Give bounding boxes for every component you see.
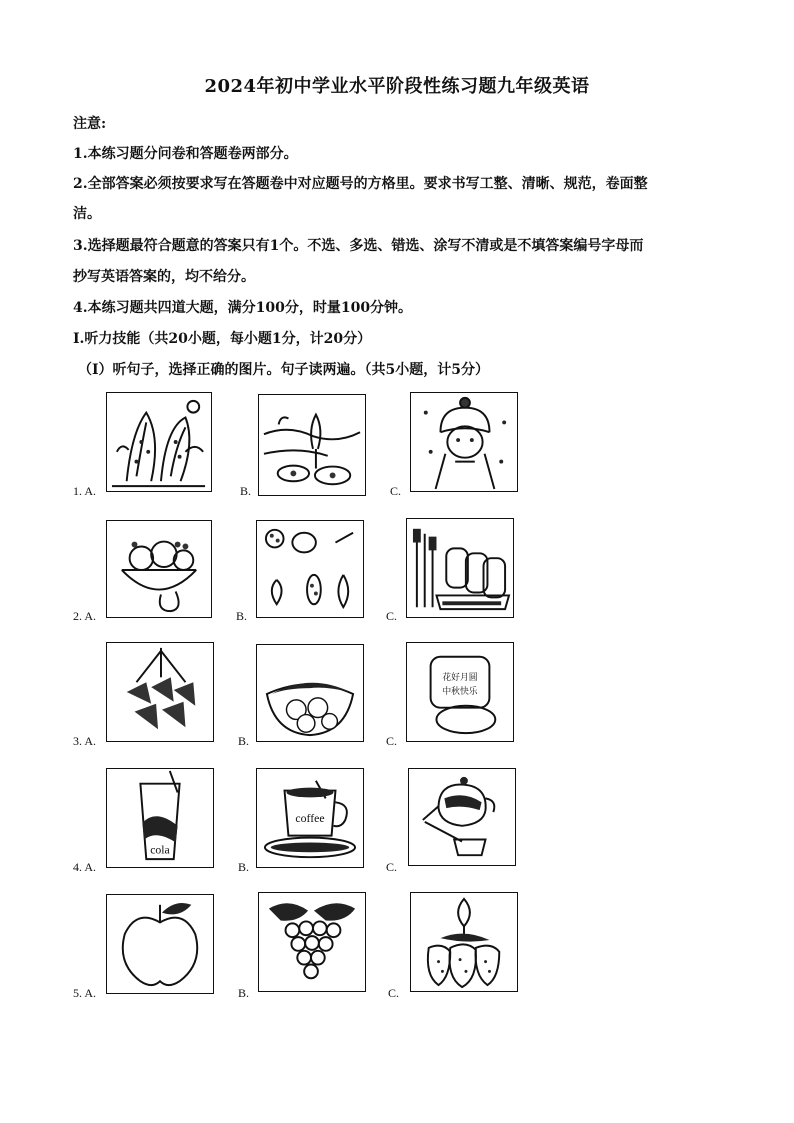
vegetables-picture [256,520,364,618]
cola-cup-picture [106,768,214,868]
q3-label-c: C. [386,734,398,748]
cola-text: cola [150,843,170,857]
zongzi-picture [106,642,214,742]
q2-label-a: 2. A. [73,609,97,623]
page-title: 2024年初中学业水平阶段性练习题九年级英语 [204,76,590,97]
q4-label-c: C. [386,860,398,874]
coffee-cup-picture [256,768,364,868]
q2-label-b: B. [236,609,248,623]
q2-label-c: C. [386,609,398,623]
section-heading: Ⅰ.听力技能（共20小题，每小题1分，计20分） [73,331,372,347]
plants-picture [106,392,212,492]
notice-item-3-cont: 抄写英语答案的，均不给分。 [73,269,255,285]
bread-wheat-picture [406,518,514,618]
grapes-picture [258,892,366,992]
dumplings-bowl-picture [256,644,364,742]
q1-label-a: 1. A. [73,484,97,498]
mooncake-text-2: 中秋快乐 [442,686,478,697]
mooncake-text-1: 花好月圆 [442,673,478,684]
notice-item-1: 1.本练习题分问卷和答题卷两部分。 [73,146,298,162]
apple-picture [106,894,214,994]
q5-label-b: B. [238,986,250,1000]
strawberries-picture [410,892,518,992]
q1-label-b: B. [240,484,252,498]
q4-label-a: 4. A. [73,860,97,874]
teapot-picture [408,768,516,866]
notice-item-4: 4.本练习题共四道大题，满分100分，时量100分钟。 [73,300,413,316]
q5-label-a: 5. A. [73,986,97,1000]
notice-item-2-cont: 洁。 [73,206,101,222]
fruit-basket-picture [106,520,212,618]
q5-label-c: C. [388,986,400,1000]
q3-label-b: B. [238,734,250,748]
notice-item-2: 2.全部答案必须按要求写在答题卷中对应题号的方格里。要求书写工整、清晰、规范，卷面整 [73,176,648,192]
coffee-text: coffee [295,811,325,825]
mooncake-picture [406,642,514,742]
notice-item-3: 3.选择题最符合题意的答案只有1个。不选、多选、错选、涂写不清或是不填答案编号字母而 [73,238,644,254]
lotus-pond-picture [258,394,366,496]
notice-heading: 注意: [73,116,107,132]
q4-label-b: B. [238,860,250,874]
winter-girl-picture [410,392,518,492]
q3-label-a: 3. A. [73,734,97,748]
section-sub-heading: （Ⅰ）听句子，选择正确的图片。句子读两遍。（共5小题，计5分） [78,362,490,378]
q1-label-c: C. [390,484,402,498]
